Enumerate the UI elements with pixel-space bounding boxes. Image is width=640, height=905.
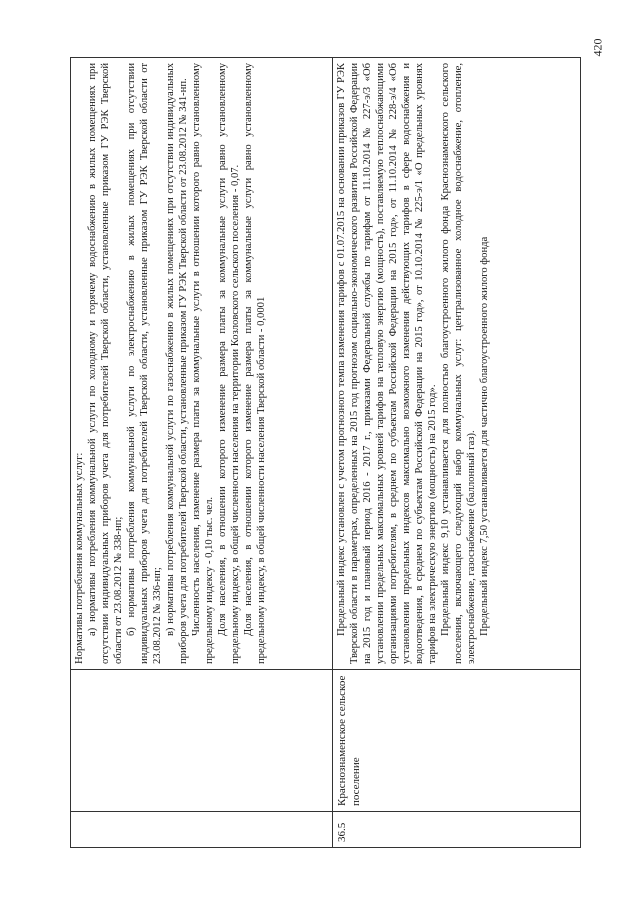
tariff-table [70,57,581,848]
municipality-name-cell: Краснознаменское сельское поселение [333,670,581,812]
row-number-cell: 36.5 [333,812,581,848]
table-row [71,58,333,848]
page-number: 420 [590,38,605,57]
paragraph: Предельный индекс установлен с учетом прогнозного темпа изменения тарифов с 01.07.2015 на основании приказов ГУ РЭК Тверской области в параметрах, определенных на 2015 год прогнозом социально-экономического развития Российской Федерации на 2015 год и плановый период 2016 - 2017 г., приказами Федеральной службы по тарифам от 11.10.2014 № 227-э/3 «Об установлении предельных максимальных уровней тарифов на тепловую энергию (мощность), поставляемую теплоснабжающими организациями потребителям, в среднем по субъектам Российской Федерации на 2015 год», от 11.10.2014 № 228-э/4 «Об установлении предельных индексов максимально возможного изменения действующих тарифов в сфере водоснабжения и водоотведения, в среднем по субъектам Российской Федерации на 2015 год», от 10.10.2014 № 225-э/1 «О предельных уровнях тарифов на электрическую энергию (мощность) на 2015 год». [336,63,438,664]
paragraph: а) нормативы потребления коммунальной услуги по холодному и горячему водоснабжению в жилых помещениях при отсутствии индивидуальных приборов учета для потребителей Тверской области, установленные приказом ГУ РЭК Тверской области от 23.08.2012 № 338-нп; [87,63,124,664]
paragraph: Доля населения, в отношении которого изменение размера платы за коммунальные услуги равно установленному предельному индексу, в общей численности населения на территории Козловского сельского поселения - 0,07. [217,63,241,664]
paragraph: Доля населения, в отношении которого изменение размера платы за коммунальные услуги равно установленному предельному индексу, в общей численности населения Тверской области - 0,0001 [243,63,267,664]
rotated-page-content [70,58,580,848]
paragraph: в) нормативы потребления коммунальной услуги по газоснабжению в жилых помещениях при отсутствии индивидуальных приборов учета для потребителей Тверской области, установленные приказом ГУ РЭК Тверской области от 23.08.2012 № 341-нп. [165,63,189,664]
row-number-cell [71,812,333,848]
paragraph: Предельный индекс 9,10 устанавливается для полностью благоустроенного жилого фонда Краснознаменского сельского поселения, включающего следующий набор коммунальных услуг: централизованное холодное водоснабжение, отопление, электроснабжение, газоснабжение (баллонный газ). [440,63,477,664]
paragraph: Предельный индекс 7,50 устанавливается для частично благоустроенного жилого фонда [479,236,490,636]
description-cell [71,58,333,670]
paragraph: б) нормативы потребления коммунальной услуги по электроснабжению в жилых помещениях при отсутствии индивидуальных приборов учета для потребителей Тверской области, установленные приказом ГУ РЭК Тверской области от 23.08.2012 № 336-нп; [126,63,163,664]
municipality-name-cell [71,670,333,812]
description-cell [333,58,581,670]
table-row [333,58,581,848]
paragraph: Нормативы потребления коммунальных услуг: [74,452,85,664]
paragraph: Численность населения, изменение размера платы за коммунальные услуги в отношении которого равно установленному предельному индексу - 0,10 тыс. чел. [191,63,215,664]
